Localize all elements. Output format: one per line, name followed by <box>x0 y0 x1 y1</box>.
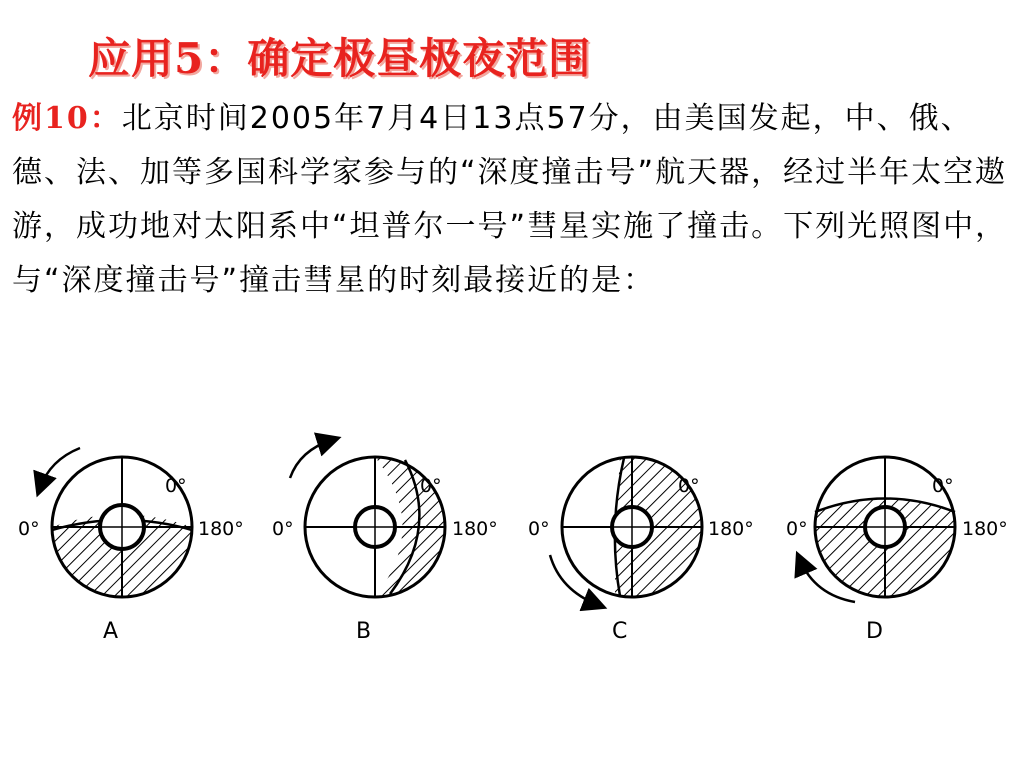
diagram-a <box>18 448 244 644</box>
label-180-a: 180° <box>198 518 244 540</box>
slide-title: 应用5：确定极昼极夜范围 <box>88 34 592 83</box>
label-0-left-b: 0° <box>272 518 294 540</box>
label-0-left-d: 0° <box>786 518 808 540</box>
diagram-letter-b: B <box>356 619 372 644</box>
question-body: 北京时间2005年7月4日13点57分，由美国发起，中、俄、德、法、加等多国科学家参与的“深度撞击号”航天器，经过半年太空遨游，成功地对太阳系中“坦普尔一号”彗星实施了撞击。下列光照图中，与“深度撞击号”撞击彗星的时刻最接近的是： <box>12 101 1008 298</box>
diagram-letter-a: A <box>103 619 119 644</box>
label-0-top-d: 0° <box>932 475 954 497</box>
label-180-b: 180° <box>452 518 498 540</box>
diagrams-svg <box>0 430 1024 650</box>
label-0-left-a: 0° <box>18 518 40 540</box>
label-0-top-b: 0° <box>420 475 442 497</box>
diagram-c <box>528 457 754 644</box>
diagram-b <box>272 440 498 644</box>
question-text <box>12 92 1012 308</box>
label-180-d: 180° <box>962 518 1008 540</box>
illumination-diagrams <box>0 430 1024 650</box>
diagram-letter-d: D <box>866 619 883 644</box>
diagram-d <box>786 457 1008 644</box>
label-0-top-a: 0° <box>165 475 187 497</box>
label-0-left-c: 0° <box>528 518 550 540</box>
label-180-c: 180° <box>708 518 754 540</box>
diagram-letter-c: C <box>612 619 628 644</box>
label-0-top-c: 0° <box>678 475 700 497</box>
question-lead: 例10： <box>12 101 122 136</box>
